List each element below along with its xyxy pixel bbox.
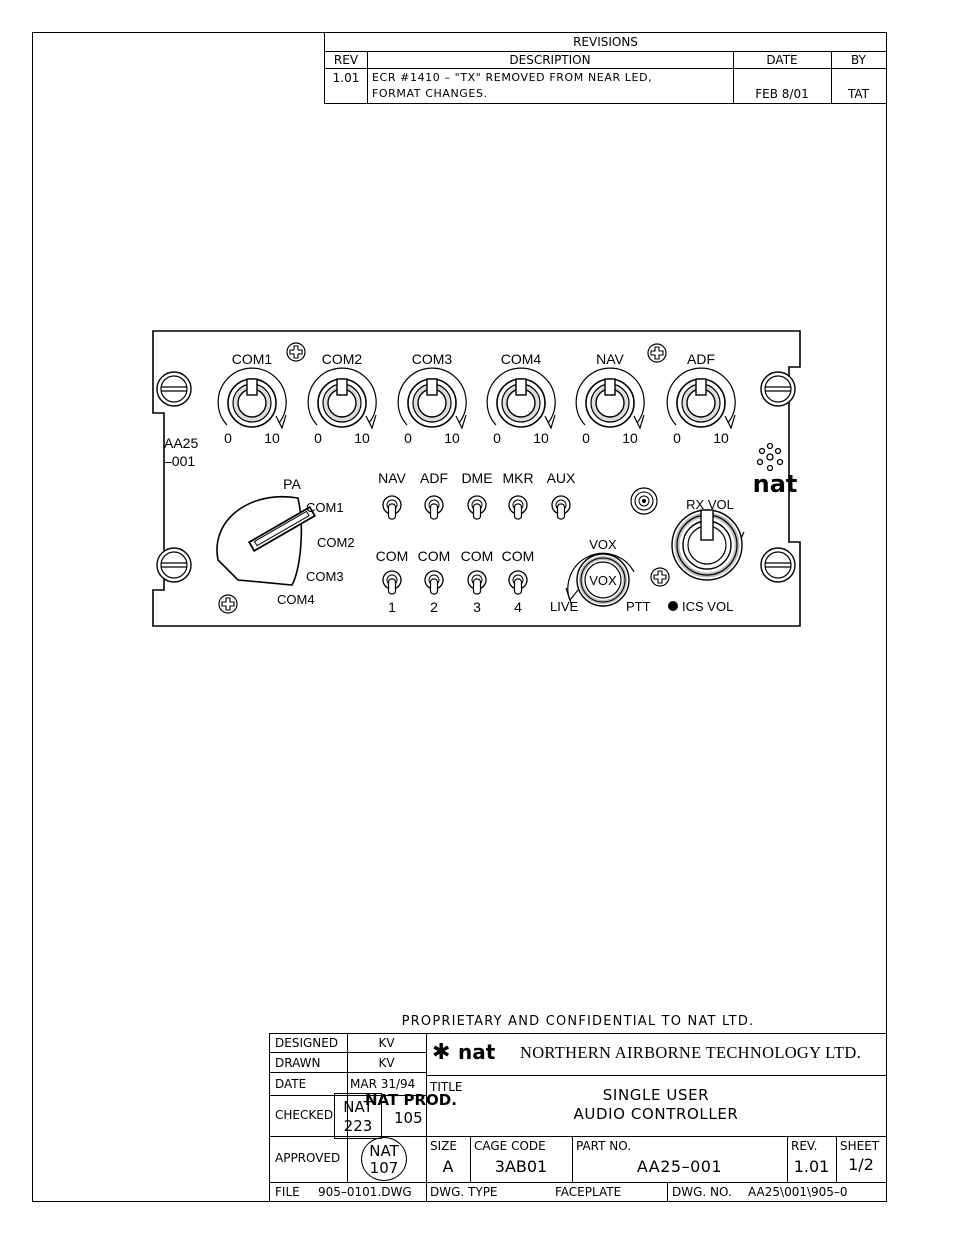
tx-switch-number-label: 4 [514, 599, 522, 615]
model-line2: –001 [164, 453, 196, 469]
tx-switch-number-label: 2 [430, 599, 438, 615]
tx-switch-com1[interactable] [376, 548, 409, 615]
title-line2: AUDIO CONTROLLER [573, 1105, 739, 1123]
checked-label: CHECKED [275, 1108, 334, 1122]
knob-label: COM3 [411, 351, 453, 367]
volume-knob-com1[interactable] [218, 351, 286, 446]
nat-logo: nat [458, 1040, 496, 1064]
by-header: BY [851, 53, 866, 67]
tx-switch-number-label: 1 [388, 599, 396, 615]
proprietary-notice: PROPRIETARY AND CONFIDENTIAL TO NAT LTD. [401, 1014, 755, 1029]
tx-switch-top-label: COM [460, 548, 494, 564]
cross-screw-icon [648, 344, 666, 362]
approved-stamp-line2: 107 [369, 1159, 399, 1177]
prod-stamp-line1: NAT PROD. [365, 1091, 457, 1109]
rev-header: REV [333, 53, 359, 67]
designed-value: KV [378, 1036, 395, 1050]
tx-switch-top-label: COM [375, 548, 409, 564]
knob-min-label: 0 [314, 430, 322, 446]
rx-volume-knob[interactable] [672, 510, 744, 580]
cage-value: 3AB01 [494, 1157, 548, 1176]
selector-com2-label: COM2 [317, 535, 355, 550]
title-line1: SINGLE USER [602, 1086, 710, 1104]
knob-label: COM1 [231, 351, 273, 367]
dwg-no-value: AA25\001\905–0 [748, 1185, 848, 1199]
tx-switch-com3[interactable] [461, 548, 494, 615]
cross-screw-icon [287, 343, 305, 361]
volume-knob-nav[interactable] [576, 351, 644, 446]
title-label: TITLE [430, 1080, 463, 1094]
title-block [269, 1033, 887, 1202]
description-line2: FORMAT CHANGES. [372, 87, 488, 100]
toggle-label: DME [461, 470, 493, 486]
toggle-label: MKR [502, 470, 534, 486]
designed-label: DESIGNED [275, 1036, 339, 1050]
knob-min-label: 0 [404, 430, 412, 446]
volume-knob-com2[interactable] [308, 351, 376, 446]
knob-max-label: 10 [533, 430, 549, 446]
toggle-switch-aux[interactable] [547, 470, 576, 519]
tx-switch-com4[interactable] [502, 548, 535, 615]
toggle-label: NAV [378, 470, 406, 486]
date-header: DATE [766, 53, 798, 67]
knob-label: COM4 [500, 351, 542, 367]
screw-icon [157, 372, 191, 406]
cage-label: CAGE CODE [474, 1139, 546, 1153]
toggle-switch-dme[interactable] [461, 470, 492, 519]
nat-star-icon: ✱ [432, 1040, 451, 1065]
cross-screw-icon [651, 568, 669, 586]
tx-switch-top-label: COM [501, 548, 535, 564]
model-line1: AA25 [164, 435, 199, 451]
knob-max-label: 10 [264, 430, 280, 446]
tx-switch-top-label: COM [417, 548, 451, 564]
dwg-no-label: DWG. NO. [672, 1185, 732, 1199]
volume-knob-adf[interactable] [667, 351, 735, 446]
screw-icon [761, 372, 795, 406]
description-header: DESCRIPTION [509, 53, 591, 67]
knob-min-label: 0 [224, 430, 232, 446]
toggle-switch-mkr[interactable] [502, 470, 533, 519]
toggle-switch-adf[interactable] [420, 470, 448, 519]
tx-switch-com2[interactable] [418, 548, 451, 615]
selector-pa-label: PA [283, 476, 301, 492]
selector-com4-label: COM4 [277, 592, 315, 607]
checked-stamp-line2: 223 [343, 1117, 373, 1135]
company-name: NORTHERN AIRBORNE TECHNOLOGY LTD. [520, 1043, 862, 1062]
prod-stamp-line2: 105 [394, 1109, 423, 1127]
rx-vol-label: RX VOL [686, 497, 734, 512]
rev-value: 1.01 [793, 1157, 830, 1176]
knob-label: COM2 [321, 351, 363, 367]
selector-com1-label: COM1 [306, 500, 344, 515]
knob-max-label: 10 [622, 430, 638, 446]
part-value: AA25–001 [636, 1157, 723, 1176]
knob-min-label: 0 [582, 430, 590, 446]
toggle-switch-nav[interactable] [378, 470, 406, 519]
selector-com3-label: COM3 [306, 569, 344, 584]
tx-switch-number-label: 3 [473, 599, 481, 615]
knob-label: NAV [596, 351, 624, 367]
knob-min-label: 0 [673, 430, 681, 446]
cross-screw-icon [219, 595, 237, 613]
nat-logo-star-icon [758, 444, 783, 471]
dwg-type-value: FACEPLATE [555, 1185, 622, 1199]
knob-max-label: 10 [354, 430, 370, 446]
faceplate-logo-text: nat [752, 470, 798, 498]
by-value: TAT [847, 87, 869, 101]
toggle-label: ADF [420, 470, 448, 486]
checked-stamp-line1: NAT [343, 1098, 373, 1116]
description-line1: ECR #1410 – "TX" REMOVED FROM NEAR LED, [372, 71, 653, 84]
volume-knob-com4[interactable] [487, 351, 555, 446]
knob-label: ADF [687, 351, 715, 367]
volume-knob-com3[interactable] [398, 351, 466, 446]
drawn-label: DRAWN [275, 1056, 321, 1070]
knob-max-label: 10 [713, 430, 729, 446]
rev-value: 1.01 [332, 71, 360, 85]
screw-icon [761, 548, 795, 582]
rev-label: REV. [791, 1139, 818, 1153]
file-value: 905–0101.DWG [318, 1185, 412, 1199]
screw-icon [157, 548, 191, 582]
toggle-label: AUX [546, 470, 576, 486]
vox-ptt-label: PTT [626, 599, 651, 614]
dwg-type-label: DWG. TYPE [430, 1185, 498, 1199]
sheet-label: SHEET [840, 1139, 880, 1153]
date-value: FEB 8/01 [755, 87, 809, 101]
vox-top-label: VOX [589, 537, 617, 552]
date-value: MAR 31/94 [350, 1077, 416, 1091]
knob-max-label: 10 [444, 430, 460, 446]
part-label: PART NO. [576, 1139, 632, 1153]
knob-min-label: 0 [493, 430, 501, 446]
date-label: DATE [275, 1077, 307, 1091]
approved-stamp-line1: NAT [369, 1142, 399, 1160]
sheet-value: 1/2 [848, 1155, 874, 1174]
vox-live-label: LIVE [550, 599, 579, 614]
revisions-title: REVISIONS [573, 35, 638, 49]
ics-vol-label: ICS VOL [682, 599, 734, 614]
approved-stamp [361, 1137, 407, 1181]
file-label: FILE [275, 1185, 300, 1199]
led-indicator [668, 601, 678, 611]
size-label: SIZE [430, 1139, 457, 1153]
approved-label: APPROVED [275, 1151, 341, 1165]
drawn-value: KV [378, 1056, 395, 1070]
mode-selector-knob[interactable] [217, 497, 315, 585]
vox-center-label: VOX [589, 573, 617, 588]
speaker-icon [631, 488, 657, 514]
size-value: A [442, 1157, 454, 1176]
